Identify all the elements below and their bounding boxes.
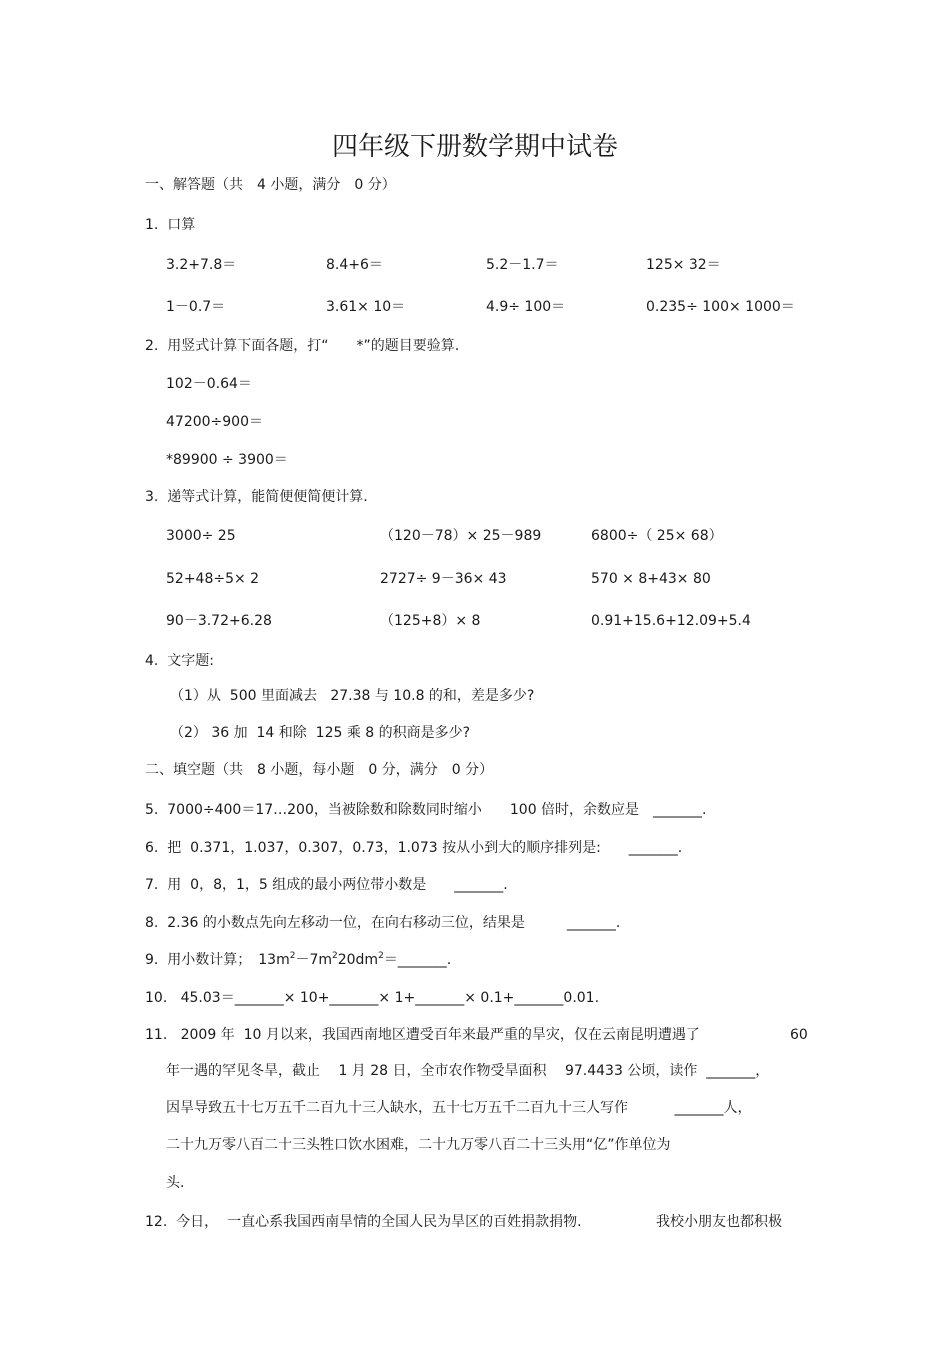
question-4-label: 4. 文字题: <box>145 653 214 669</box>
question-8: 8. 2.36 的小数点先向左移动一位，在向右移动三位，结果是 _______. <box>145 915 621 931</box>
section-heading-1: 一、解答题（共 4 小题，满分 0 分） <box>145 177 396 193</box>
q4-item: （2） 36 加 14 和除 125 乘 8 的积商是多少? <box>170 725 471 741</box>
q3-item: 3000÷ 25 <box>166 528 236 544</box>
q2-item: 102－0.64＝ <box>166 376 252 392</box>
question-11-line: 头. <box>166 1175 185 1191</box>
question-7: 7. 用 0，8，1，5 组成的最小两位带小数是 _______. <box>145 877 508 893</box>
question-5: 5. 7000÷400＝17…200，当被除数和除数同时缩小 100 倍时，余数应是 _______. <box>145 802 707 818</box>
section-heading-2: 二、填空题（共 8 小题，每小题 0 分，满分 0 分） <box>145 762 494 778</box>
q1-item: 125× 32＝ <box>646 257 721 273</box>
q2-item: *89900 ÷ 3900＝ <box>166 452 288 468</box>
q1-item: 3.2+7.8＝ <box>166 257 237 273</box>
q3-item: 52+48÷5× 2 <box>166 571 260 587</box>
question-2-label: 2. 用竖式计算下面各题，打“ *”的题目要验算. <box>145 338 460 354</box>
question-3-label: 3. 递等式计算，能简便便简便计算. <box>145 489 368 505</box>
q3-item: （120－78）× 25－989 <box>380 528 542 544</box>
question-11-line: 因旱导致五十七万五千二百九十三人缺水，五十七万五千二百九十三人写作 _______人， <box>166 1100 752 1116</box>
question-9: 9. 用小数计算； $13m^2-7m^220dm^2=\_\_\_\_\_\_\_$. <box>145 951 452 968</box>
q3-item: 90－3.72+6.28 <box>166 613 272 629</box>
q3-item: 0.91+15.6+12.09+5.4 <box>591 613 751 629</box>
q4-item: （1）从 500 里面减去 27.38 与 10.8 的和，差是多少? <box>170 688 535 704</box>
q3-item: 2727÷ 9－36× 43 <box>380 571 507 587</box>
question-12: 12. 今日， 一直心系我国西南旱情的全国人民为旱区的百姓捐款捐物. <box>145 1214 582 1230</box>
question-11-line: 二十九万零八百二十三头牲口饮水困难，二十九万零八百二十三头用“亿”作单位为 <box>166 1137 671 1153</box>
q3-item: （125+8）× 8 <box>380 613 481 629</box>
question-6: 6. 把 0.371，1.037，0.307，0.73，1.073 按从小到大的顺序排列是: _______. <box>145 840 683 856</box>
q2-item: 47200÷900＝ <box>166 414 263 430</box>
q1-item: 8.4+6＝ <box>326 257 383 273</box>
q1-item: 3.61× 10＝ <box>326 299 406 315</box>
question-11-line: 11. 2009 年 10 月以来，我国西南地区遭受百年来最严重的旱灾，仅在云南昆明遭遇了 <box>145 1027 700 1043</box>
q1-item: 5.2－1.7＝ <box>486 257 559 273</box>
question-11-line: 年一遇的罕见冬旱，截止 1 月 28 日，全市农作物受旱面积 97.4433 公顷，读作 _______， <box>166 1063 770 1079</box>
question-12: 我校小朋友也都积极 <box>656 1214 782 1230</box>
q1-item: 0.235÷ 100× 1000＝ <box>646 299 795 315</box>
question-10: 10. 45.03＝_______× 10+_______× 1+_______× 0.1+_______0.01. <box>145 990 600 1006</box>
question-11-line: 60 <box>790 1027 808 1043</box>
q3-item: 570 × 8+43× 80 <box>591 571 711 587</box>
q1-item: 4.9÷ 100＝ <box>486 299 566 315</box>
question-1-label: 1. 口算 <box>145 217 196 233</box>
q1-item: 1－0.7＝ <box>166 299 226 315</box>
q3-item: 6800÷（ 25× 68） <box>591 528 723 544</box>
page-title: 四年级下册数学期中试卷 <box>331 132 618 162</box>
